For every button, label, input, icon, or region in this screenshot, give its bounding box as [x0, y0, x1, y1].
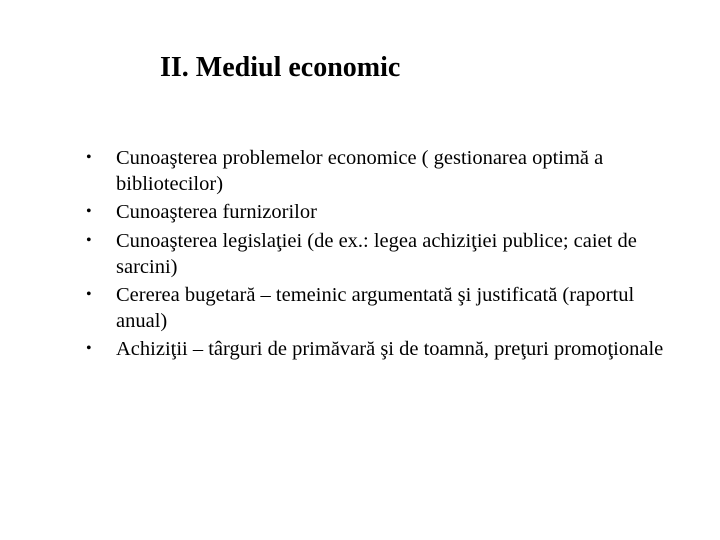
bullet-text: Achiziţii – târguri de primăvară şi de toamnă, preţuri promoţionale [116, 338, 664, 361]
bullet-text: Cererea bugetară – temeinic argumentată şi justificată (raportul anual) [116, 283, 635, 332]
bullet-dot-icon: • [86, 149, 92, 166]
bullet-list [86, 145, 686, 364]
bullet-item [86, 282, 686, 334]
bullet-item [86, 145, 686, 197]
bullet-text: Cunoaşterea legislaţiei (de ex.: legea achiziţiei publice; caiet de sarcini) [116, 229, 637, 278]
bullet-item [86, 336, 686, 362]
bullet-dot-icon: • [86, 231, 92, 249]
bullet-dot-icon: • [86, 203, 92, 221]
bullet-text: Cunoaşterea problemelor economice ( gestionarea optimă a bibliotecilor) [116, 147, 604, 195]
bullet-item [86, 228, 686, 280]
slide-title: II. Mediul economic [160, 52, 401, 83]
bullet-dot-icon: • [86, 285, 92, 303]
bullet-item [86, 199, 686, 225]
bullet-text: Cunoaşterea furnizorilor [116, 201, 317, 224]
bullet-dot-icon: • [86, 340, 92, 358]
